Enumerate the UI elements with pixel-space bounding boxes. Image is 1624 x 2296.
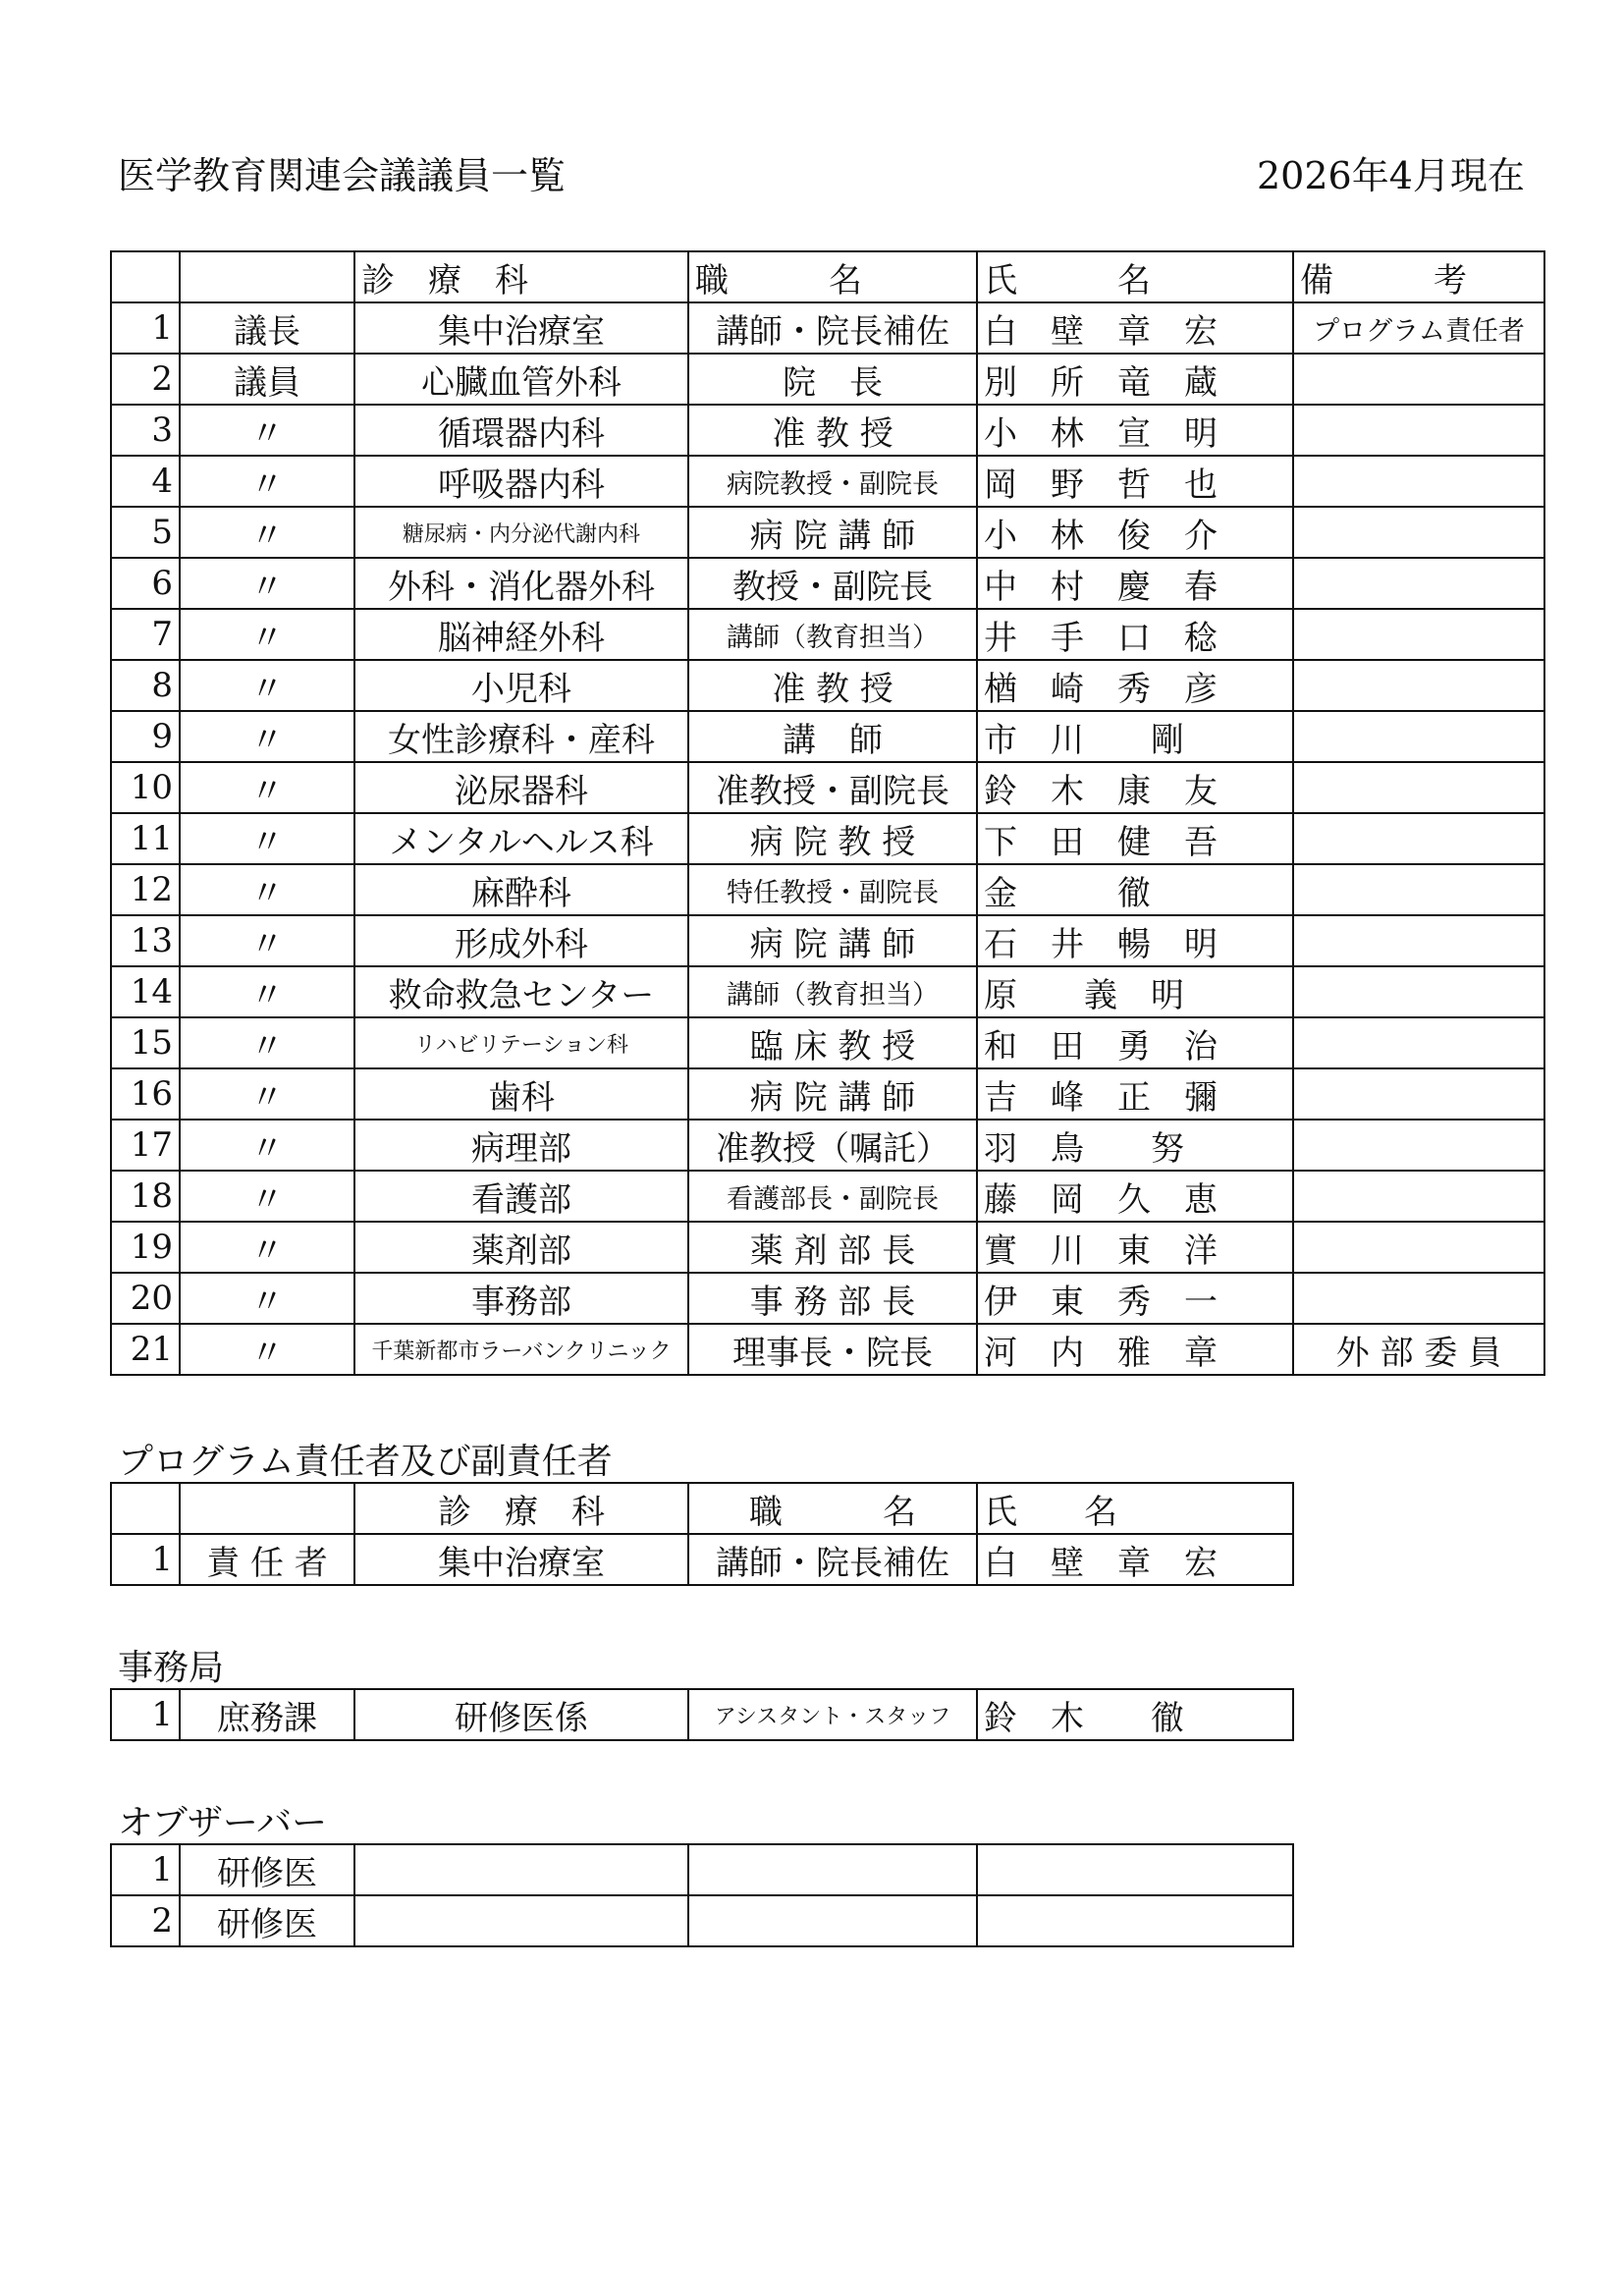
row-position: 准教授（嘱託） xyxy=(688,1120,977,1171)
row-role: 〃 xyxy=(180,864,354,915)
row-role: 〃 xyxy=(180,660,354,711)
row-name: 伊 東 秀 一 xyxy=(977,1273,1293,1324)
row-position: 臨 床 教 授 xyxy=(688,1017,977,1068)
row-position xyxy=(688,1844,977,1895)
row-note xyxy=(1293,813,1544,864)
row-no: 19 xyxy=(111,1222,180,1273)
row-position xyxy=(688,1895,977,1946)
row-dept: 女性診療科・産科 xyxy=(354,711,688,762)
row-dept: 脳神経外科 xyxy=(354,609,688,660)
table-row xyxy=(111,558,1544,609)
document-date: 2026年4月現在 xyxy=(1257,154,1525,197)
header-role xyxy=(180,1483,354,1534)
row-name xyxy=(977,1895,1293,1946)
members-table-body xyxy=(111,302,1544,1375)
row-no: 10 xyxy=(111,762,180,813)
row-no: 12 xyxy=(111,864,180,915)
row-position: 事 務 部 長 xyxy=(688,1273,977,1324)
row-dept: 研修医係 xyxy=(354,1689,688,1740)
row-name: 藤 岡 久 恵 xyxy=(977,1171,1293,1222)
row-position: 院 長 xyxy=(688,354,977,405)
row-note xyxy=(1293,609,1544,660)
row-note xyxy=(1293,507,1544,558)
table-row xyxy=(111,405,1544,456)
row-dept: 形成外科 xyxy=(354,915,688,966)
table-row xyxy=(111,1324,1544,1375)
row-role: 〃 xyxy=(180,507,354,558)
row-position: アシスタント・スタッフ xyxy=(688,1689,977,1740)
row-note xyxy=(1293,456,1544,507)
row-role: 〃 xyxy=(180,456,354,507)
header-no xyxy=(111,251,180,302)
row-note: 外 部 委 員 xyxy=(1293,1324,1544,1375)
observer-table xyxy=(110,1843,1294,1947)
row-role: 〃 xyxy=(180,711,354,762)
row-no: 11 xyxy=(111,813,180,864)
observer-section-heading: オブザーバー xyxy=(118,1803,328,1843)
row-name: 別 所 竜 蔵 xyxy=(977,354,1293,405)
table-row xyxy=(111,966,1544,1017)
row-no: 9 xyxy=(111,711,180,762)
row-no: 7 xyxy=(111,609,180,660)
program-section-heading: プログラム責任者及び副責任者 xyxy=(118,1442,613,1482)
header-note: 備 考 xyxy=(1293,251,1544,302)
row-position: 病 院 講 師 xyxy=(688,915,977,966)
row-name: 和 田 勇 治 xyxy=(977,1017,1293,1068)
row-dept: 泌尿器科 xyxy=(354,762,688,813)
table-row xyxy=(111,762,1544,813)
header-position: 職 名 xyxy=(688,251,977,302)
row-role: 〃 xyxy=(180,1171,354,1222)
row-name: 楢 崎 秀 彦 xyxy=(977,660,1293,711)
table-row xyxy=(111,1689,1293,1740)
table-header-row xyxy=(111,251,1544,302)
row-dept: 事務部 xyxy=(354,1273,688,1324)
header-name: 氏 名 xyxy=(977,1483,1293,1534)
row-no: 20 xyxy=(111,1273,180,1324)
row-note xyxy=(1293,354,1544,405)
row-dept: 薬剤部 xyxy=(354,1222,688,1273)
row-no: 1 xyxy=(111,302,180,354)
row-dept: 麻酔科 xyxy=(354,864,688,915)
row-role: 〃 xyxy=(180,966,354,1017)
row-name: 石 井 暢 明 xyxy=(977,915,1293,966)
row-position: 講師・院長補佐 xyxy=(688,302,977,354)
table-row xyxy=(111,660,1544,711)
row-role: 〃 xyxy=(180,558,354,609)
row-position: 理事長・院長 xyxy=(688,1324,977,1375)
row-dept: 心臓血管外科 xyxy=(354,354,688,405)
row-role: 〃 xyxy=(180,609,354,660)
row-position: 准 教 授 xyxy=(688,660,977,711)
row-no: 2 xyxy=(111,1895,180,1946)
members-table xyxy=(110,250,1545,1376)
table-row xyxy=(111,609,1544,660)
row-note xyxy=(1293,711,1544,762)
row-name: 鈴 木 徹 xyxy=(977,1689,1293,1740)
row-name: 河 内 雅 章 xyxy=(977,1324,1293,1375)
row-note xyxy=(1293,1171,1544,1222)
row-name: 金 徹 xyxy=(977,864,1293,915)
table-row xyxy=(111,1534,1293,1585)
row-position: 講師（教育担当） xyxy=(688,609,977,660)
row-dept: 外科・消化器外科 xyxy=(354,558,688,609)
table-row xyxy=(111,354,1544,405)
row-role: 〃 xyxy=(180,762,354,813)
row-position: 講 師 xyxy=(688,711,977,762)
table-row xyxy=(111,1273,1544,1324)
row-note xyxy=(1293,1273,1544,1324)
document-title: 医学教育関連会議議員一覧 xyxy=(118,154,567,197)
row-no: 21 xyxy=(111,1324,180,1375)
row-no: 15 xyxy=(111,1017,180,1068)
table-row xyxy=(111,1222,1544,1273)
row-position: 特任教授・副院長 xyxy=(688,864,977,915)
row-name: 市 川 剛 xyxy=(977,711,1293,762)
row-no: 6 xyxy=(111,558,180,609)
table-header-row xyxy=(111,1483,1293,1534)
row-dept: 千葉新都市ラーバンクリニック xyxy=(354,1324,688,1375)
row-name: 井 手 口 稔 xyxy=(977,609,1293,660)
row-role: 〃 xyxy=(180,1120,354,1171)
row-name: 下 田 健 吾 xyxy=(977,813,1293,864)
row-note: プログラム責任者 xyxy=(1293,302,1544,354)
row-note xyxy=(1293,660,1544,711)
row-name: 小 林 俊 介 xyxy=(977,507,1293,558)
row-role: 〃 xyxy=(180,1017,354,1068)
row-position: 准 教 授 xyxy=(688,405,977,456)
row-role: 〃 xyxy=(180,1068,354,1120)
row-position: 准教授・副院長 xyxy=(688,762,977,813)
office-table xyxy=(110,1688,1294,1741)
row-role: 責 任 者 xyxy=(180,1534,354,1585)
row-name: 中 村 慶 春 xyxy=(977,558,1293,609)
header-dept: 診 療 科 xyxy=(354,251,688,302)
row-role: 〃 xyxy=(180,915,354,966)
row-dept: 循環器内科 xyxy=(354,405,688,456)
row-no: 14 xyxy=(111,966,180,1017)
header-name: 氏 名 xyxy=(977,251,1293,302)
row-no: 17 xyxy=(111,1120,180,1171)
row-name: 鈴 木 康 友 xyxy=(977,762,1293,813)
row-no: 16 xyxy=(111,1068,180,1120)
row-note xyxy=(1293,405,1544,456)
row-note xyxy=(1293,1120,1544,1171)
table-row xyxy=(111,813,1544,864)
row-dept: リハビリテーション科 xyxy=(354,1017,688,1068)
row-note xyxy=(1293,915,1544,966)
row-note xyxy=(1293,1068,1544,1120)
row-dept: 糖尿病・内分泌代謝内科 xyxy=(354,507,688,558)
table-row xyxy=(111,456,1544,507)
row-role: 議員 xyxy=(180,354,354,405)
row-name: 吉 峰 正 彌 xyxy=(977,1068,1293,1120)
table-row xyxy=(111,507,1544,558)
header-role xyxy=(180,251,354,302)
row-name: 羽 鳥 努 xyxy=(977,1120,1293,1171)
row-role: 庶務課 xyxy=(180,1689,354,1740)
row-position: 教授・副院長 xyxy=(688,558,977,609)
row-dept: 病理部 xyxy=(354,1120,688,1171)
table-row xyxy=(111,1017,1544,1068)
row-no: 8 xyxy=(111,660,180,711)
header-no xyxy=(111,1483,180,1534)
row-no: 2 xyxy=(111,354,180,405)
table-row xyxy=(111,302,1544,354)
row-no: 4 xyxy=(111,456,180,507)
row-dept xyxy=(354,1895,688,1946)
row-position: 講師・院長補佐 xyxy=(688,1534,977,1585)
row-role: 議長 xyxy=(180,302,354,354)
row-position: 講師（教育担当） xyxy=(688,966,977,1017)
table-row xyxy=(111,915,1544,966)
row-no: 1 xyxy=(111,1844,180,1895)
table-row xyxy=(111,1068,1544,1120)
row-position: 病 院 講 師 xyxy=(688,1068,977,1120)
row-dept: 小児科 xyxy=(354,660,688,711)
row-position: 病院教授・副院長 xyxy=(688,456,977,507)
row-role: 〃 xyxy=(180,813,354,864)
row-no: 13 xyxy=(111,915,180,966)
row-note xyxy=(1293,558,1544,609)
row-position: 病 院 教 授 xyxy=(688,813,977,864)
row-no: 1 xyxy=(111,1534,180,1585)
row-no: 5 xyxy=(111,507,180,558)
table-row xyxy=(111,711,1544,762)
row-dept: 集中治療室 xyxy=(354,302,688,354)
row-note xyxy=(1293,1017,1544,1068)
header-position: 職 名 xyxy=(688,1483,977,1534)
row-role: 〃 xyxy=(180,1324,354,1375)
row-role: 〃 xyxy=(180,1222,354,1273)
header-dept: 診 療 科 xyxy=(354,1483,688,1534)
program-director-table xyxy=(110,1482,1294,1586)
row-note xyxy=(1293,1222,1544,1273)
row-name: 原 義 明 xyxy=(977,966,1293,1017)
row-no: 3 xyxy=(111,405,180,456)
row-name: 實 川 東 洋 xyxy=(977,1222,1293,1273)
row-position: 病 院 講 師 xyxy=(688,507,977,558)
table-row xyxy=(111,1895,1293,1946)
row-role: 〃 xyxy=(180,405,354,456)
row-position: 薬 剤 部 長 xyxy=(688,1222,977,1273)
row-dept: メンタルヘルス科 xyxy=(354,813,688,864)
row-position: 看護部長・副院長 xyxy=(688,1171,977,1222)
table-row xyxy=(111,864,1544,915)
table-row xyxy=(111,1120,1544,1171)
row-role: 研修医 xyxy=(180,1895,354,1946)
table-row xyxy=(111,1844,1293,1895)
row-role: 研修医 xyxy=(180,1844,354,1895)
row-dept: 救命救急センター xyxy=(354,966,688,1017)
row-dept: 看護部 xyxy=(354,1171,688,1222)
row-role: 〃 xyxy=(180,1273,354,1324)
row-note xyxy=(1293,864,1544,915)
row-name xyxy=(977,1844,1293,1895)
row-name: 白 壁 章 宏 xyxy=(977,1534,1293,1585)
row-note xyxy=(1293,762,1544,813)
table-row xyxy=(111,1171,1544,1222)
row-no: 1 xyxy=(111,1689,180,1740)
row-dept: 集中治療室 xyxy=(354,1534,688,1585)
row-dept: 歯科 xyxy=(354,1068,688,1120)
row-note xyxy=(1293,966,1544,1017)
row-name: 小 林 宣 明 xyxy=(977,405,1293,456)
row-name: 白 壁 章 宏 xyxy=(977,302,1293,354)
office-section-heading: 事務局 xyxy=(118,1648,225,1688)
row-name: 岡 野 哲 也 xyxy=(977,456,1293,507)
row-no: 18 xyxy=(111,1171,180,1222)
row-dept: 呼吸器内科 xyxy=(354,456,688,507)
row-dept xyxy=(354,1844,688,1895)
